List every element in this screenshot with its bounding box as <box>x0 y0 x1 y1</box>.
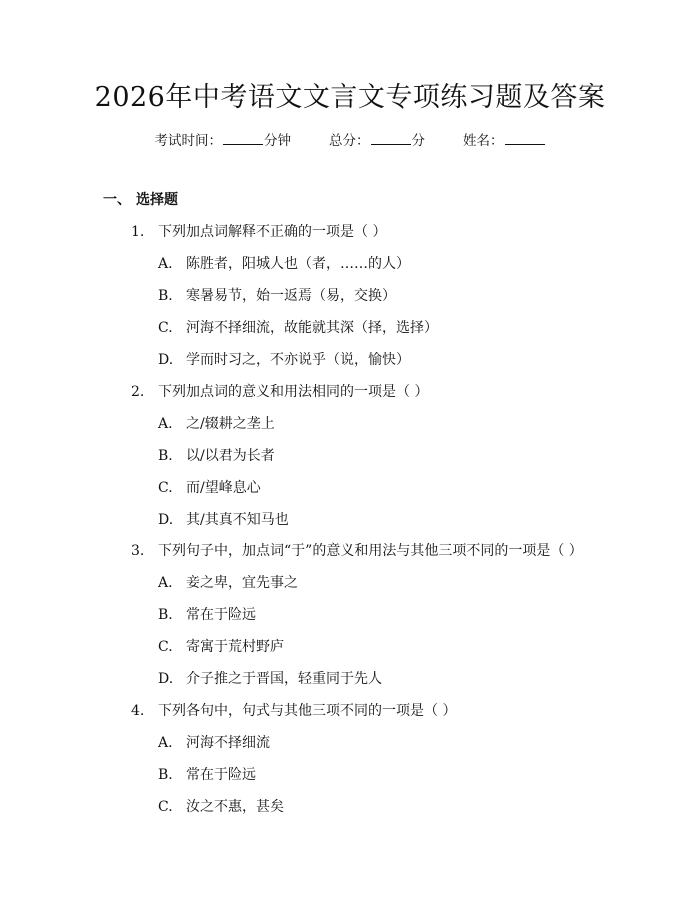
section-number: 一、 <box>103 192 131 208</box>
exam-time-label: 考试时间： <box>154 133 222 149</box>
option-letter: C. <box>158 799 173 815</box>
page-title: 2026年中考语文文言文专项练习题及答案 <box>94 82 606 113</box>
exam-info-line <box>0 131 700 151</box>
total-score-label: 总分： <box>329 133 370 149</box>
question-4 <box>131 701 456 721</box>
question-number: 4. <box>131 703 145 719</box>
option-letter: C. <box>158 639 173 655</box>
question-3 <box>131 541 583 561</box>
option-text: 寄寓于荒村野庐 <box>186 639 284 655</box>
question-3-option-b <box>158 605 256 625</box>
option-text: 河海不择细流，故能就其深（择，选择） <box>186 320 438 336</box>
question-stem: 下列加点词解释不正确的一项是（ ） <box>158 224 387 240</box>
question-number: 1. <box>131 224 145 240</box>
option-text: 而/望峰息心 <box>186 480 261 496</box>
question-1-option-b <box>158 286 396 306</box>
question-2-option-d <box>158 510 289 530</box>
question-2-option-b <box>158 446 275 466</box>
question-stem: 下列加点词的意义和用法相同的一项是（ ） <box>158 384 429 400</box>
option-letter: D. <box>158 352 174 368</box>
option-text: 之/辍耕之垄上 <box>186 416 275 432</box>
question-3-option-c <box>158 637 284 657</box>
question-1 <box>131 222 386 242</box>
option-letter: A. <box>158 575 173 591</box>
option-text: 以/以君为长者 <box>186 448 275 464</box>
option-text: 其/其真不知马也 <box>186 512 289 528</box>
section-title: 选择题 <box>136 192 178 208</box>
question-2 <box>131 382 428 402</box>
section-heading <box>103 190 178 210</box>
question-4-option-a <box>158 733 270 753</box>
total-score-unit: 分 <box>411 133 425 149</box>
option-letter: B. <box>158 607 173 623</box>
question-stem: 下列各句中，句式与其他三项不同的一项是（ ） <box>158 703 457 719</box>
option-text: 河海不择细流 <box>186 735 270 751</box>
total-score-field <box>329 131 425 151</box>
option-letter: A. <box>158 256 173 272</box>
option-text: 陈胜者，阳城人也（者，……的人） <box>186 256 410 272</box>
total-score-blank <box>371 132 411 145</box>
option-text: 汝之不惠，甚矣 <box>186 799 284 815</box>
question-3-option-d <box>158 669 382 689</box>
exam-time-field <box>155 131 292 151</box>
question-stem: 下列句子中，加点词“于”的意义和用法与其他三项不同的一项是（ ） <box>158 543 583 559</box>
question-1-option-a <box>158 254 410 274</box>
option-text: 妾之卑，宜先事之 <box>186 575 298 591</box>
exam-time-unit: 分钟 <box>264 133 291 149</box>
question-1-option-d <box>158 350 410 370</box>
question-3-option-a <box>158 573 298 593</box>
name-label: 姓名： <box>463 133 504 149</box>
option-letter: C. <box>158 320 173 336</box>
option-text: 介子推之于晋国，轻重同于先人 <box>186 671 382 687</box>
question-number: 2. <box>131 384 145 400</box>
option-letter: B. <box>158 288 173 304</box>
question-4-option-b <box>158 765 256 785</box>
option-text: 学而时习之，不亦说乎（说，愉快） <box>186 352 410 368</box>
option-text: 寒暑易节，始一返焉（易，交换） <box>186 288 396 304</box>
name-field <box>463 131 546 151</box>
option-letter: D. <box>158 671 174 687</box>
name-blank <box>505 132 545 145</box>
question-1-option-c <box>158 318 438 338</box>
option-letter: A. <box>158 735 173 751</box>
question-number: 3. <box>131 543 145 559</box>
option-letter: B. <box>158 767 173 783</box>
option-letter: D. <box>158 512 174 528</box>
option-letter: B. <box>158 448 173 464</box>
question-4-option-c <box>158 797 284 817</box>
option-letter: A. <box>158 416 173 432</box>
option-text: 常在于险远 <box>186 607 256 623</box>
option-text: 常在于险远 <box>186 767 256 783</box>
option-letter: C. <box>158 480 173 496</box>
question-2-option-a <box>158 414 275 434</box>
question-2-option-c <box>158 478 261 498</box>
exam-time-blank <box>223 132 263 145</box>
